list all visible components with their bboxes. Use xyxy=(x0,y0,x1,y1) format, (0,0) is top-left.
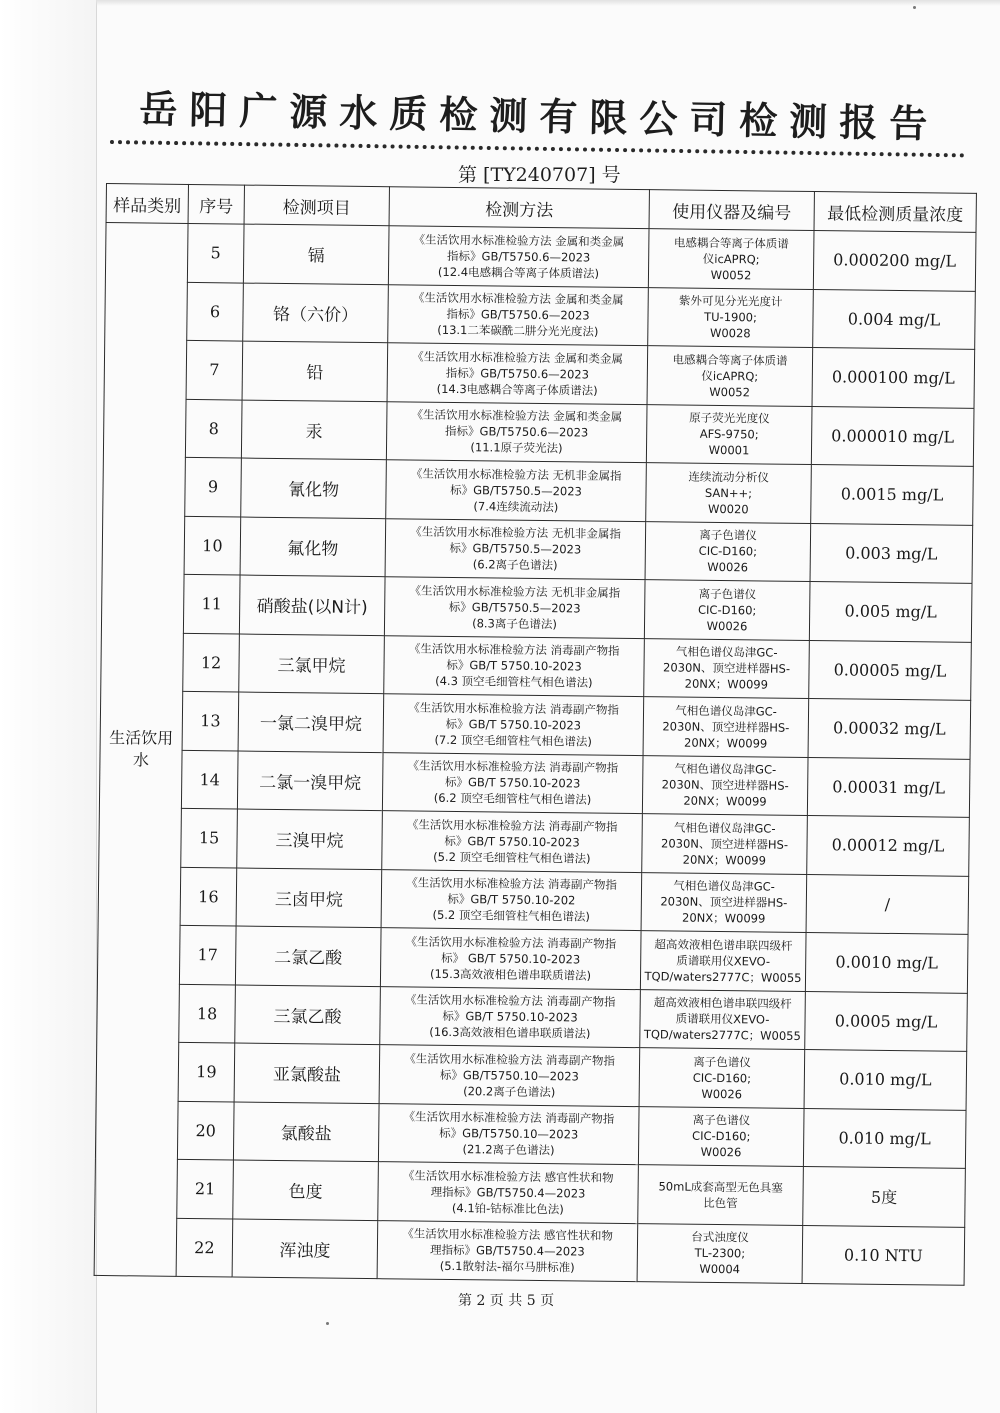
method-line: 标》GB/T 5750.10-2023 xyxy=(444,775,581,791)
table-row xyxy=(101,573,972,641)
instrument-line: 气相色谱仪岛津GC- xyxy=(675,644,778,660)
table-row xyxy=(97,983,968,1051)
instrument-info xyxy=(646,404,812,464)
instrument-line: 超高效液相色谱串联四级杆 xyxy=(654,937,793,953)
method-line: 《生活饮用水标准检验方法 消毒副产物指 xyxy=(408,700,619,717)
instrument-line: 仪icAPRQ; xyxy=(702,251,760,267)
instrument-info xyxy=(644,580,810,640)
instrument-line: 电感耦合等离子体质谱 xyxy=(672,352,788,368)
table-row xyxy=(98,866,969,934)
test-item: 三氯乙酸 xyxy=(235,985,381,1045)
column-header-limit: 最低检测质量浓度 xyxy=(814,192,976,233)
method-line: 指标》GB/T5750.6—2023 xyxy=(447,248,591,265)
method-line: 《生活饮用水标准检验方法 消毒副产物指 xyxy=(408,641,620,659)
scan-speck xyxy=(326,1322,329,1325)
method-line: 标》GB/T5750.5—2023 xyxy=(448,599,581,616)
instrument-line: 比色管 xyxy=(703,1195,738,1210)
test-method xyxy=(380,986,641,1047)
row-number: 12 xyxy=(183,633,240,692)
method-line: 《生活饮用水标准检验方法 消毒副产物指 xyxy=(404,1051,615,1068)
table-row xyxy=(101,632,972,700)
test-method xyxy=(386,401,647,462)
test-method xyxy=(382,811,643,872)
instrument-line: W0052 xyxy=(710,267,752,283)
test-item: 硝酸盐(以N计) xyxy=(239,575,385,635)
detection-limit: 0.00032 mg/L xyxy=(808,699,971,759)
method-line: 《生活饮用水标准检验方法 消毒副产物指 xyxy=(403,1109,615,1127)
method-line: 标》GB/T 5750.10-2023 xyxy=(445,716,582,733)
results-table xyxy=(94,183,977,1286)
method-line: (5.1散射法-福尔马肼标准) xyxy=(439,1259,575,1275)
row-number: 7 xyxy=(186,340,243,399)
instrument-line: 2030N、顶空进样器HS- xyxy=(660,894,788,911)
table-row xyxy=(95,1100,966,1168)
column-header-number: 序号 xyxy=(188,184,244,224)
instrument-line: 20NX；W0099 xyxy=(681,910,766,926)
method-line: 《生活饮用水标准检验方法 金属和类金属 xyxy=(412,349,623,366)
instrument-info xyxy=(648,287,814,347)
table-row xyxy=(97,924,968,992)
method-line: (6.2 顶空毛细管柱气相色谱法) xyxy=(433,791,592,807)
test-method xyxy=(387,343,648,404)
detection-limit: 0.00031 mg/L xyxy=(807,757,970,817)
instrument-line: 紫外可见分光光度计 xyxy=(678,293,783,309)
instrument-line: 2030N、顶空进样器HS- xyxy=(661,777,789,794)
instrument-info xyxy=(642,755,808,815)
row-number: 6 xyxy=(187,282,244,341)
detection-limit: 0.00012 mg/L xyxy=(807,815,970,875)
instrument-line: 电感耦合等离子体质谱 xyxy=(673,235,789,251)
instrument-line: AFS-9750; xyxy=(699,427,759,442)
method-line: (4.1铂-钴标准比色法) xyxy=(451,1200,564,1217)
table-row xyxy=(103,456,974,524)
detection-limit: 0.00005 mg/L xyxy=(809,640,972,700)
method-line: 《生活饮用水标准检验方法 金属和类金属 xyxy=(411,407,623,425)
method-line: 《生活饮用水标准检验方法 消毒副产物指 xyxy=(405,934,617,951)
row-number: 22 xyxy=(176,1218,233,1277)
row-number: 5 xyxy=(187,223,244,282)
row-number: 18 xyxy=(179,984,236,1043)
method-line: (15.3高效液相色谱串联质谱法) xyxy=(429,966,592,983)
test-item: 三氯甲烷 xyxy=(239,634,385,694)
test-item: 氰化物 xyxy=(241,458,387,518)
test-method xyxy=(384,577,645,638)
test-item: 铅 xyxy=(242,341,388,401)
instrument-line: TL-2300; xyxy=(694,1245,746,1261)
method-line: (14.3电感耦合等离子体质谱法) xyxy=(436,381,598,398)
table-row xyxy=(100,690,971,758)
test-item: 氟化物 xyxy=(240,517,386,577)
test-item: 一氯二溴甲烷 xyxy=(238,692,384,752)
method-line: (5.2 顶空毛细管柱气相色谱法) xyxy=(433,849,591,866)
instrument-line: W0028 xyxy=(709,326,751,341)
method-line: 标》GB/T5750.5—2023 xyxy=(449,541,582,557)
instrument-line: CIC-D160; xyxy=(698,543,758,559)
table-row xyxy=(96,1041,967,1109)
instrument-line: CIC-D160; xyxy=(697,602,757,618)
scan-top-shadow xyxy=(96,0,1000,6)
instrument-line: 20NX；W0099 xyxy=(684,676,769,692)
method-line: (21.2离子色谱法) xyxy=(462,1142,555,1158)
test-method xyxy=(377,1220,638,1281)
instrument-line: 离子色谱仪 xyxy=(692,1112,751,1128)
instrument-info xyxy=(647,346,813,406)
table-row xyxy=(105,223,976,291)
instrument-line: 气相色谱仪岛津GC- xyxy=(673,878,775,894)
instrument-line: 2030N、顶空进样器HS- xyxy=(662,660,791,677)
row-number: 15 xyxy=(181,808,238,867)
table-row xyxy=(99,807,970,875)
method-line: 《生活饮用水标准检验方法 无机非金属指 xyxy=(410,524,621,542)
test-item: 氯酸盐 xyxy=(233,1102,379,1162)
instrument-line: 2030N、顶空进样器HS- xyxy=(660,836,789,852)
test-method xyxy=(385,518,646,579)
instrument-info xyxy=(640,989,806,1049)
instrument-line: 气相色谱仪岛津GC- xyxy=(674,761,777,777)
column-header-instrument: 使用仪器及编号 xyxy=(649,190,814,231)
instrument-line: 质谱联用仪XEVO- xyxy=(675,1011,770,1027)
method-line: (13.1二苯碳酰二肼分光光度法) xyxy=(437,323,599,339)
method-line: (16.3高效液相色谱串联质谱法) xyxy=(429,1024,591,1041)
report-number: 第 [TY240707] 号 xyxy=(458,164,621,186)
test-method xyxy=(379,1045,640,1106)
test-item: 铬（六价） xyxy=(243,283,389,343)
instrument-info xyxy=(644,638,810,698)
row-number: 16 xyxy=(180,867,237,926)
instrument-info xyxy=(638,1106,804,1166)
test-method xyxy=(378,1103,639,1164)
instrument-info xyxy=(641,872,807,932)
detection-limit: / xyxy=(806,874,969,934)
test-method xyxy=(388,284,649,345)
method-line: 《生活饮用水标准检验方法 消毒副产物指 xyxy=(406,875,617,893)
test-item: 二氯一溴甲烷 xyxy=(237,751,383,811)
method-line: 《生活饮用水标准检验方法 消毒副产物指 xyxy=(407,758,619,776)
instrument-line: 连续流动分析仪 xyxy=(688,469,770,485)
detection-limit: 5度 xyxy=(803,1166,966,1226)
method-line: 《生活饮用水标准检验方法 感官性状和物 xyxy=(402,1226,613,1244)
sample-category-cell: 生活饮用水 xyxy=(94,223,188,1277)
test-method xyxy=(388,226,649,287)
column-header-category: 样品类别 xyxy=(106,184,188,224)
report-title: 岳阳广源水质检测有限公司检测报告 xyxy=(138,86,940,147)
row-number: 10 xyxy=(184,516,241,575)
instrument-line: W0052 xyxy=(709,384,751,400)
method-line: 标》GB/T 5750.10-2023 xyxy=(442,1009,578,1025)
instrument-line: CIC-D160; xyxy=(692,1128,751,1144)
method-line: 《生活饮用水标准检验方法 金属和类金属 xyxy=(412,290,624,308)
instrument-line: 20NX；W0099 xyxy=(683,735,768,751)
detection-limit: 0.0010 mg/L xyxy=(805,932,968,992)
test-item: 汞 xyxy=(241,400,387,460)
table-row xyxy=(99,749,970,817)
column-header-method: 检测方法 xyxy=(389,187,649,229)
method-line: 《生活饮用水标准检验方法 无机非金属指 xyxy=(410,466,622,483)
column-header-item: 检测项目 xyxy=(244,185,389,226)
row-number: 11 xyxy=(183,574,240,633)
instrument-info xyxy=(648,229,814,289)
detection-limit: 0.000200 mg/L xyxy=(813,231,976,291)
method-line: 标》GB/T5750.10—2023 xyxy=(439,1126,579,1142)
instrument-line: W0020 xyxy=(707,501,749,517)
method-line: 标》GB/T 5750.10-2023 xyxy=(444,833,580,850)
row-number: 19 xyxy=(178,1042,235,1101)
instrument-line: W0026 xyxy=(706,618,748,634)
instrument-line: CIC-D160; xyxy=(692,1070,752,1086)
method-line: (20.2离子色谱法) xyxy=(463,1083,556,1099)
test-method xyxy=(386,460,647,521)
method-line: (7.2 顶空毛细管柱气相色谱法) xyxy=(434,732,592,749)
instrument-line: W0026 xyxy=(701,1086,743,1102)
instrument-line: 20NX；W0099 xyxy=(683,793,767,809)
test-method xyxy=(384,635,645,696)
detection-limit: 0.010 mg/L xyxy=(804,1049,967,1109)
method-line: (6.2离子色谱法) xyxy=(472,557,558,573)
detection-limit: 0.004 mg/L xyxy=(813,289,976,349)
instrument-line: W0001 xyxy=(708,443,750,458)
instrument-info xyxy=(643,697,809,757)
row-number: 14 xyxy=(181,750,238,809)
test-method xyxy=(383,694,644,755)
instrument-line: 2030N、顶空进样器HS- xyxy=(662,719,790,735)
scan-margin xyxy=(0,0,97,1413)
instrument-line: SAN++; xyxy=(704,485,753,501)
table-row xyxy=(103,398,974,466)
row-number: 17 xyxy=(179,925,236,984)
test-item: 二氯乙酸 xyxy=(235,926,381,986)
table-row xyxy=(105,281,976,349)
method-line: 指标》GB/T5750.6—2023 xyxy=(445,424,589,440)
instrument-line: 离子色谱仪 xyxy=(699,528,757,543)
table-row xyxy=(95,1158,966,1226)
row-number: 8 xyxy=(185,399,242,458)
detection-limit: 0.000100 mg/L xyxy=(812,348,975,408)
method-line: (5.2 顶空毛细管柱气相色谱法) xyxy=(432,908,590,924)
method-line: 标》GB/T5750.5—2023 xyxy=(450,482,582,499)
test-method xyxy=(381,869,642,930)
instrument-line: 台式浊度仪 xyxy=(691,1229,749,1245)
row-number: 20 xyxy=(177,1101,234,1160)
detection-limit: 0.0005 mg/L xyxy=(805,991,968,1051)
method-line: (8.3离子色谱法) xyxy=(472,615,557,631)
instrument-info xyxy=(642,814,808,874)
method-line: 标》GB/T5750.10—2023 xyxy=(439,1067,579,1084)
row-number: 9 xyxy=(185,457,242,516)
method-line: 指标》GB/T5750.6—2023 xyxy=(445,365,590,382)
method-line: 《生活饮用水标准检验方法 感官性状和物 xyxy=(402,1168,614,1185)
detection-limit: 0.0015 mg/L xyxy=(811,465,974,525)
instrument-line: 离子色谱仪 xyxy=(698,586,757,602)
test-item: 镉 xyxy=(243,224,389,284)
method-line: (11.1原子荧光法) xyxy=(470,440,563,456)
method-line: 《生活饮用水标准检验方法 无机非金属指 xyxy=(409,583,621,600)
test-item: 三卤甲烷 xyxy=(236,868,382,928)
detection-limit: 0.003 mg/L xyxy=(810,523,973,583)
instrument-line: TQD/waters2777C；W0055 xyxy=(644,968,802,985)
method-line: 《生活饮用水标准检验方法 消毒副产物指 xyxy=(406,817,618,834)
detection-limit: 0.010 mg/L xyxy=(803,1108,966,1168)
test-method xyxy=(382,752,643,813)
test-item: 色度 xyxy=(233,1160,379,1220)
method-line: 《生活饮用水标准检验方法 金属和类金属 xyxy=(413,232,625,249)
instrument-line: 气相色谱仪岛津GC- xyxy=(673,820,776,836)
instrument-line: 20NX；W0099 xyxy=(682,852,767,868)
method-line: (4.3 顶空毛细管柱气相色谱法) xyxy=(435,674,593,690)
instrument-line: 超高效液相色谱串联四级杆 xyxy=(653,995,792,1012)
instrument-info xyxy=(640,931,806,991)
test-item: 浑浊度 xyxy=(232,1219,378,1279)
test-method xyxy=(378,1162,639,1223)
test-item: 三溴甲烷 xyxy=(237,809,383,869)
method-line: 理指标》GB/T5750.4—2023 xyxy=(430,1184,586,1201)
instrument-line: 离子色谱仪 xyxy=(693,1054,751,1070)
instrument-line: W0004 xyxy=(699,1262,741,1277)
row-number: 13 xyxy=(182,691,239,750)
page-number: 第 2 页 共 5 页 xyxy=(458,1293,555,1309)
detection-limit: 0.005 mg/L xyxy=(809,582,972,642)
instrument-line: 仪icAPRQ; xyxy=(701,368,759,384)
instrument-line: W0026 xyxy=(700,1145,742,1160)
row-number: 21 xyxy=(177,1159,234,1218)
method-line: (12.4电感耦合等离子体质谱法) xyxy=(437,264,600,281)
instrument-line: 质谱联用仪XEVO- xyxy=(676,953,771,969)
instrument-info xyxy=(646,463,812,523)
instrument-info xyxy=(639,1048,805,1108)
method-line: 标》GB/T 5750.10-202 xyxy=(447,892,576,908)
scan-speck xyxy=(913,6,916,9)
method-line: 标》 GB/T 5750.10-2023 xyxy=(441,950,581,967)
detection-limit: 0.000010 mg/L xyxy=(811,406,974,466)
table-row xyxy=(94,1217,965,1285)
instrument-line: W0026 xyxy=(707,560,749,575)
instrument-info xyxy=(637,1223,803,1283)
instrument-line: TQD/waters2777C；W0055 xyxy=(643,1027,801,1044)
instrument-line: 气相色谱仪岛津GC- xyxy=(675,703,777,719)
method-line: 标》GB/T 5750.10-2023 xyxy=(446,658,582,674)
table-row xyxy=(102,515,973,583)
method-line: (7.4连续流动法) xyxy=(473,498,559,514)
method-line: 理指标》GB/T5750.4—2023 xyxy=(429,1242,585,1259)
test-method xyxy=(380,928,641,989)
table-row xyxy=(104,339,975,407)
instrument-info xyxy=(645,521,811,581)
instrument-line: 原子荧光光度仪 xyxy=(689,410,770,426)
instrument-line: TU-1900; xyxy=(704,310,757,325)
test-item: 亚氯酸盐 xyxy=(234,1043,380,1103)
detection-limit: 0.10 NTU xyxy=(802,1225,965,1285)
instrument-line: 50mL成套高型无色具塞 xyxy=(658,1179,783,1195)
method-line: 指标》GB/T5750.6—2023 xyxy=(446,307,590,323)
method-line: 《生活饮用水标准检验方法 消毒副产物指 xyxy=(404,992,616,1010)
instrument-info xyxy=(638,1165,804,1225)
